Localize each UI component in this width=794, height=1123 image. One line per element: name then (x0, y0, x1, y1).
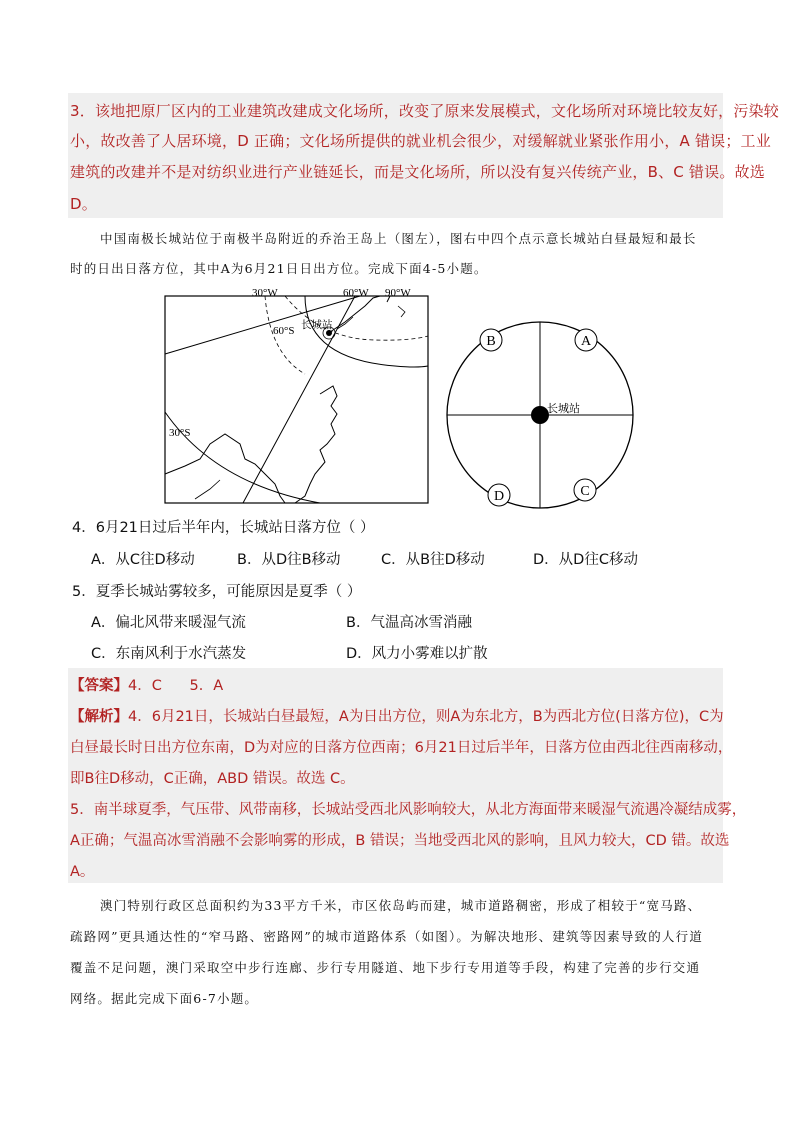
analysis-line-4: 5．南半球夏季，气压带、风带南移，长城站受西北风影响较大，从北方海面带来暖湿气流遇冷凝结成雾， (70, 802, 747, 818)
analysis-line-6: A。 (70, 864, 95, 880)
map-label-30w: 30°W (252, 287, 278, 299)
point-d (488, 484, 510, 506)
analysis-line-5: A正确；气温高冰雪消融不会影响雾的形成，B 错误；当地受西北风的影响，且风力较大，CD 错。故选 (70, 833, 730, 849)
intro-2-line-1: 澳门特别行政区总面积约为33平方千米，市区依岛屿而建，城市道路稠密，形成了相较于“宽马路、 (100, 898, 702, 913)
point-a-label: A (580, 334, 592, 349)
map-label-30s: 30°S (169, 427, 191, 439)
intro-2-line-2: 疏路网”更具通达性的“窄马路、密路网”的城市道路体系（如图）。为解决地形、建筑等因素导致的人行道 (70, 929, 704, 944)
analysis-label: 【解析】 (70, 709, 128, 725)
question-5-option-a[interactable]: A．偏北风带来暖湿气流 (91, 615, 246, 631)
intro-2-line-3: 覆盖不足问题，澳门采取空中步行连廊、步行专用隧道、地下步行专用道等手段，构建了完善的步行交通 (70, 960, 701, 975)
q3-explanation-line-2: 小，故改善了人居环境，D 正确；文化场所提供的就业机会很少，对缓解就业紧张作用小，A 错误；工业 (70, 132, 771, 150)
answer-line (70, 674, 223, 695)
question-5-option-c[interactable]: C．东南风利于水汽蒸发 (91, 646, 247, 662)
question-4-option-d[interactable]: D．从D往C移动 (533, 552, 638, 568)
q3-explanation-line-3: 建筑的改建并不是对纺织业进行产业链延长，而是文化场所，所以没有复兴传统产业，B、C 错误。故选 (70, 163, 765, 181)
question-5-option-b[interactable]: B．气温高冰雪消融 (346, 615, 472, 631)
point-d-label: D (493, 489, 505, 504)
intro-1-line-2: 时的日出日落方位，其中A为6月21日日出方位。完成下面4-5小题。 (70, 261, 488, 276)
q3-explanation-line-1: 3．该地把原厂区内的工业建筑改建成文化场所，改变了原来发展模式，文化场所对环境比较友好，污染较 (70, 102, 779, 120)
answer-label: 【答案】 (70, 678, 128, 694)
question-4-option-a[interactable]: A．从C往D移动 (91, 552, 195, 568)
point-c-label: C (580, 484, 590, 499)
question-4-option-b[interactable]: B．从D往B移动 (237, 552, 341, 568)
question-4-stem: 4．6月21日过后半年内，长城站日落方位（ ） (72, 520, 375, 536)
analysis-line-1-text: 4．6月21日，长城站白昼最短，A为日出方位，则A为东北方，B为西北方位(日落方位)，C为 (128, 709, 724, 725)
antarctic-map-figure (155, 284, 435, 509)
answer-text: 4．C 5．A (128, 678, 224, 694)
intro-2-line-4: 网络。据此完成下面6-7小题。 (70, 991, 259, 1006)
map-label-station: 长城站 (301, 320, 333, 331)
sunrise-sunset-compass-figure (443, 318, 638, 513)
intro-1-line-1: 中国南极长城站位于南极半岛附近的乔治王岛上（图左），图右中四个点示意长城站白昼最短和最长 (100, 231, 697, 246)
question-5-stem: 5．夏季长城站雾较多，可能原因是夏季（ ） (72, 584, 362, 600)
point-c (574, 479, 596, 501)
q3-explanation-line-4: D。 (70, 195, 97, 213)
analysis-line-1 (70, 705, 724, 726)
map-label-60s: 60°S (273, 325, 295, 337)
point-a (575, 329, 597, 351)
map-label-60w: 60°W (343, 287, 369, 299)
map-label-90w: 90°W (385, 287, 411, 299)
analysis-line-3: 即B往D移动，C正确，ABD 错误。故选 C。 (70, 771, 355, 787)
point-b-label: B (486, 334, 496, 349)
question-4-option-c[interactable]: C．从B往D移动 (381, 552, 485, 568)
analysis-line-2: 白昼最长时日出方位东南，D为对应的日落方位西南；6月21日过后半年，日落方位由西北往西南移动， (70, 740, 733, 756)
point-b (480, 329, 502, 351)
compass-label-station: 长城站 (547, 403, 580, 415)
question-5-option-d[interactable]: D．风力小雾难以扩散 (346, 646, 488, 662)
